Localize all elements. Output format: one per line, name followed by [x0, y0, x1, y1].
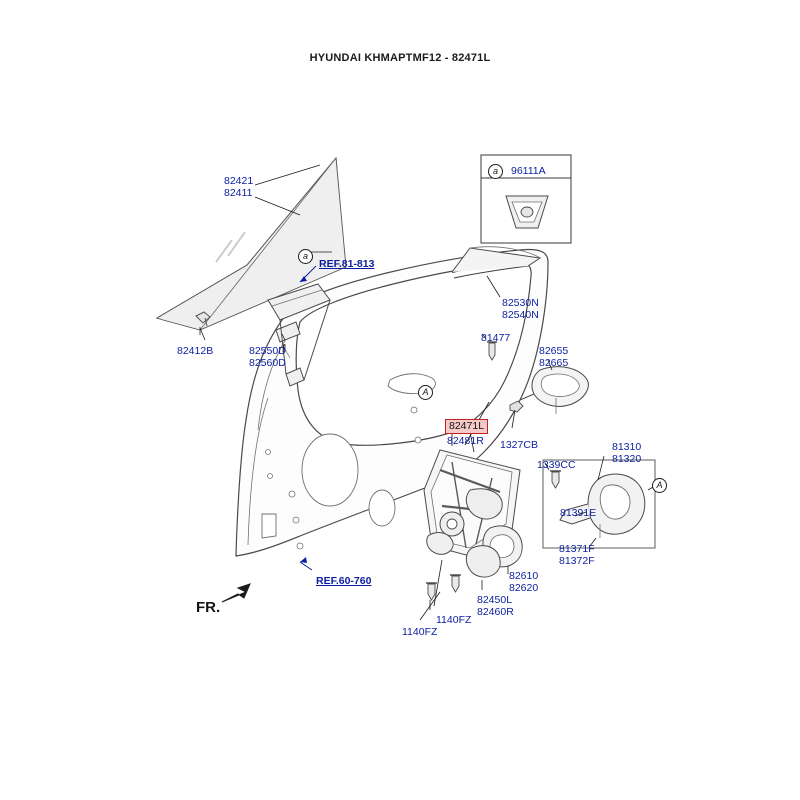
- marker-a-ref81: a: [298, 249, 313, 264]
- part-1339cc[interactable]: 1339CC: [537, 459, 576, 471]
- marker-a-regulator: A: [418, 385, 433, 400]
- part-81477[interactable]: 81477: [481, 332, 511, 344]
- part-82540n[interactable]: 82540N: [502, 309, 539, 321]
- part-1327cb[interactable]: 1327CB: [500, 439, 538, 451]
- part-1140fz-b[interactable]: 1140FZ: [402, 626, 438, 638]
- part-82530n[interactable]: 82530N: [502, 297, 539, 309]
- part-81391e[interactable]: 81391E: [560, 507, 597, 519]
- part-82460r[interactable]: 82460R: [477, 606, 514, 618]
- marker-a-latch: A: [652, 478, 667, 493]
- part-82471l[interactable]: 82471L: [445, 419, 488, 434]
- part-1140fz-a[interactable]: 1140FZ: [436, 614, 472, 626]
- marker-a-inset: a: [488, 164, 503, 179]
- part-82412b[interactable]: 82412B: [177, 345, 214, 357]
- part-82610[interactable]: 82610: [509, 570, 539, 582]
- page-title: HYUNDAI KHMAPTMF12 - 82471L: [309, 52, 491, 64]
- part-81310[interactable]: 81310: [612, 441, 642, 453]
- part-81320[interactable]: 81320: [612, 453, 642, 465]
- part-82550d[interactable]: 82550D: [249, 345, 286, 357]
- ref-60-760[interactable]: REF.60-760: [316, 575, 372, 587]
- part-82411[interactable]: 82411: [224, 187, 253, 199]
- part-82655[interactable]: 82655: [539, 345, 569, 357]
- part-82620[interactable]: 82620: [509, 582, 539, 594]
- part-81372f[interactable]: 81372F: [559, 555, 595, 567]
- part-82450l[interactable]: 82450L: [477, 594, 513, 606]
- part-81371f[interactable]: 81371F: [559, 543, 595, 555]
- part-82481r[interactable]: 82481R: [447, 435, 484, 447]
- part-82421[interactable]: 82421: [224, 175, 254, 187]
- inset-part-96111a: 96111A: [511, 165, 546, 177]
- part-82665[interactable]: 82665: [539, 357, 569, 369]
- direction-marker-fr: FR.: [196, 599, 221, 616]
- part-82560d[interactable]: 82560D: [249, 357, 286, 369]
- ref-81-813[interactable]: REF.81-813: [319, 258, 375, 270]
